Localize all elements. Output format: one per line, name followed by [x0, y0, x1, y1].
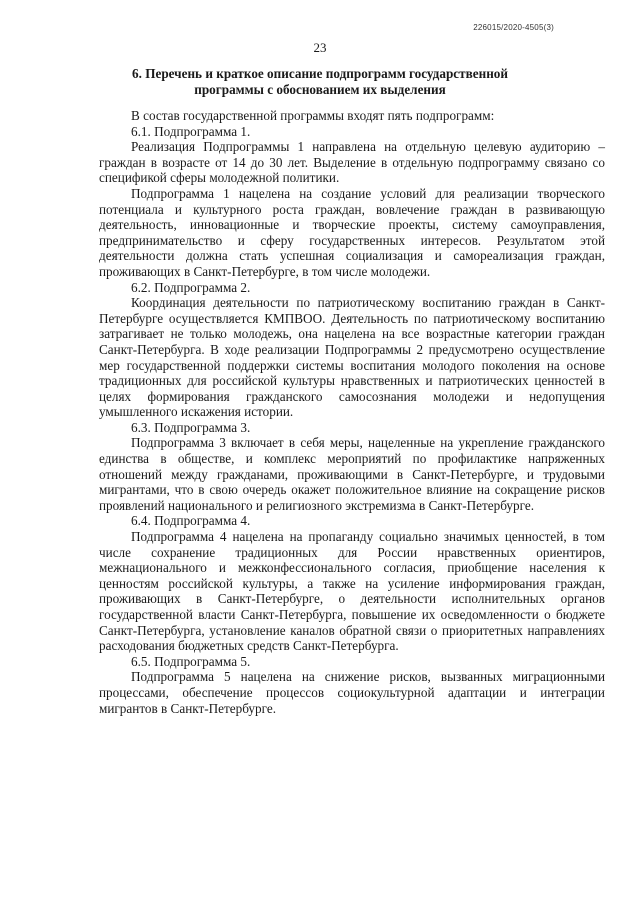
page-number: 23: [313, 40, 327, 55]
document-body: [99, 108, 605, 716]
subprogram-4-paragraph: Подпрограмма 4 нацелена на пропаганду социально значимых ценностей, в том числе сохранение традиционных для России нравственных ориентиров, межнационального и межконфессионального согласия, приобщение населения к ценностям российской культуры, а также на усиление информирования граждан, проживающих в Санкт-Петербурге, о деятельности исполнительных органов государственной власти Санкт-Петербурга, повышение их осведомленности о бюджете Санкт-Петербурга, установление каналов обратной связи о приоритетных направлениях расходования бюджетных средств Санкт-Петербурга.: [99, 529, 605, 654]
intro-paragraph: В состав государственной программы входят пять подпрограмм:: [131, 108, 495, 123]
subprogram-3-heading: 6.3. Подпрограмма 3.: [131, 419, 251, 435]
subprogram-1-paragraph: Реализация Подпрограммы 1 направлена на отдельную целевую аудиторию – граждан в возрасте от 14 до 30 лет. Выделение в отдельную подпрограмму связано со спецификой сферы молодежной политики.: [99, 139, 605, 186]
subprogram-4-heading: 6.4. Подпрограмма 4.: [131, 513, 251, 529]
subprogram-1-heading: 6.1. Подпрограмма 1.: [131, 123, 251, 139]
subprogram-2-paragraph: Координация деятельности по патриотическому воспитанию граждан в Санкт-Петербурге осуществляется КМПВОО. Деятельность по патриотическому воспитанию затрагивает не только молодежь, она нацелена на все возрастные категории граждан Санкт-Петербурга. В ходе реализации Подпрограммы 2 предусмотрено осуществление мер государственной поддержки системы воспитания молодого поколения на основе традиционных для российской культуры нравственных и патриотических ценностей в целях формирования гражданского самосознания молодежи и недопущения умышленного искажения истории.: [99, 295, 605, 420]
subprogram-5-heading: 6.5. Подпрограмма 5.: [131, 653, 251, 669]
subprogram-2-heading: 6.2. Подпрограмма 2.: [131, 279, 251, 295]
subprogram-1-paragraph: Подпрограмма 1 нацелена на создание условий для реализации творческого потенциала и культурного роста граждан, вовлечение граждан в развивающую деятельность, инновационные и творческие проекты, систему самоуправления, предпринимательство и сферу государственных интересов. Результатом этой деятельности должна стать успешная социализация и самореализация граждан, проживающих в Санкт-Петербурге, в том числе молодежи.: [99, 185, 605, 279]
subprogram-3-paragraph: Подпрограмма 3 включает в себя меры, нацеленные на укрепление гражданского единства в обществе, и комплекс мероприятий по профилактике напряженных отношений между гражданами, проживающими в Санкт-Петербурге, и трудовыми мигрантами, что в свою очередь окажет положительное влияние на сокращение рисков проявлений национального и религиозного экстремизма в Санкт-Петербурге.: [99, 435, 605, 513]
section-title: 6. Перечень и краткое описание подпрограмм государственной программы с обоснованием их выделения: [132, 66, 508, 97]
document-code: 226015/2020-4505(3): [473, 23, 554, 32]
subprogram-5-paragraph: Подпрограмма 5 нацелена на снижение рисков, вызванных миграционными процессами, обеспечение процессов социокультурной адаптации и интеграции мигрантов в Санкт-Петербурге.: [99, 669, 605, 716]
